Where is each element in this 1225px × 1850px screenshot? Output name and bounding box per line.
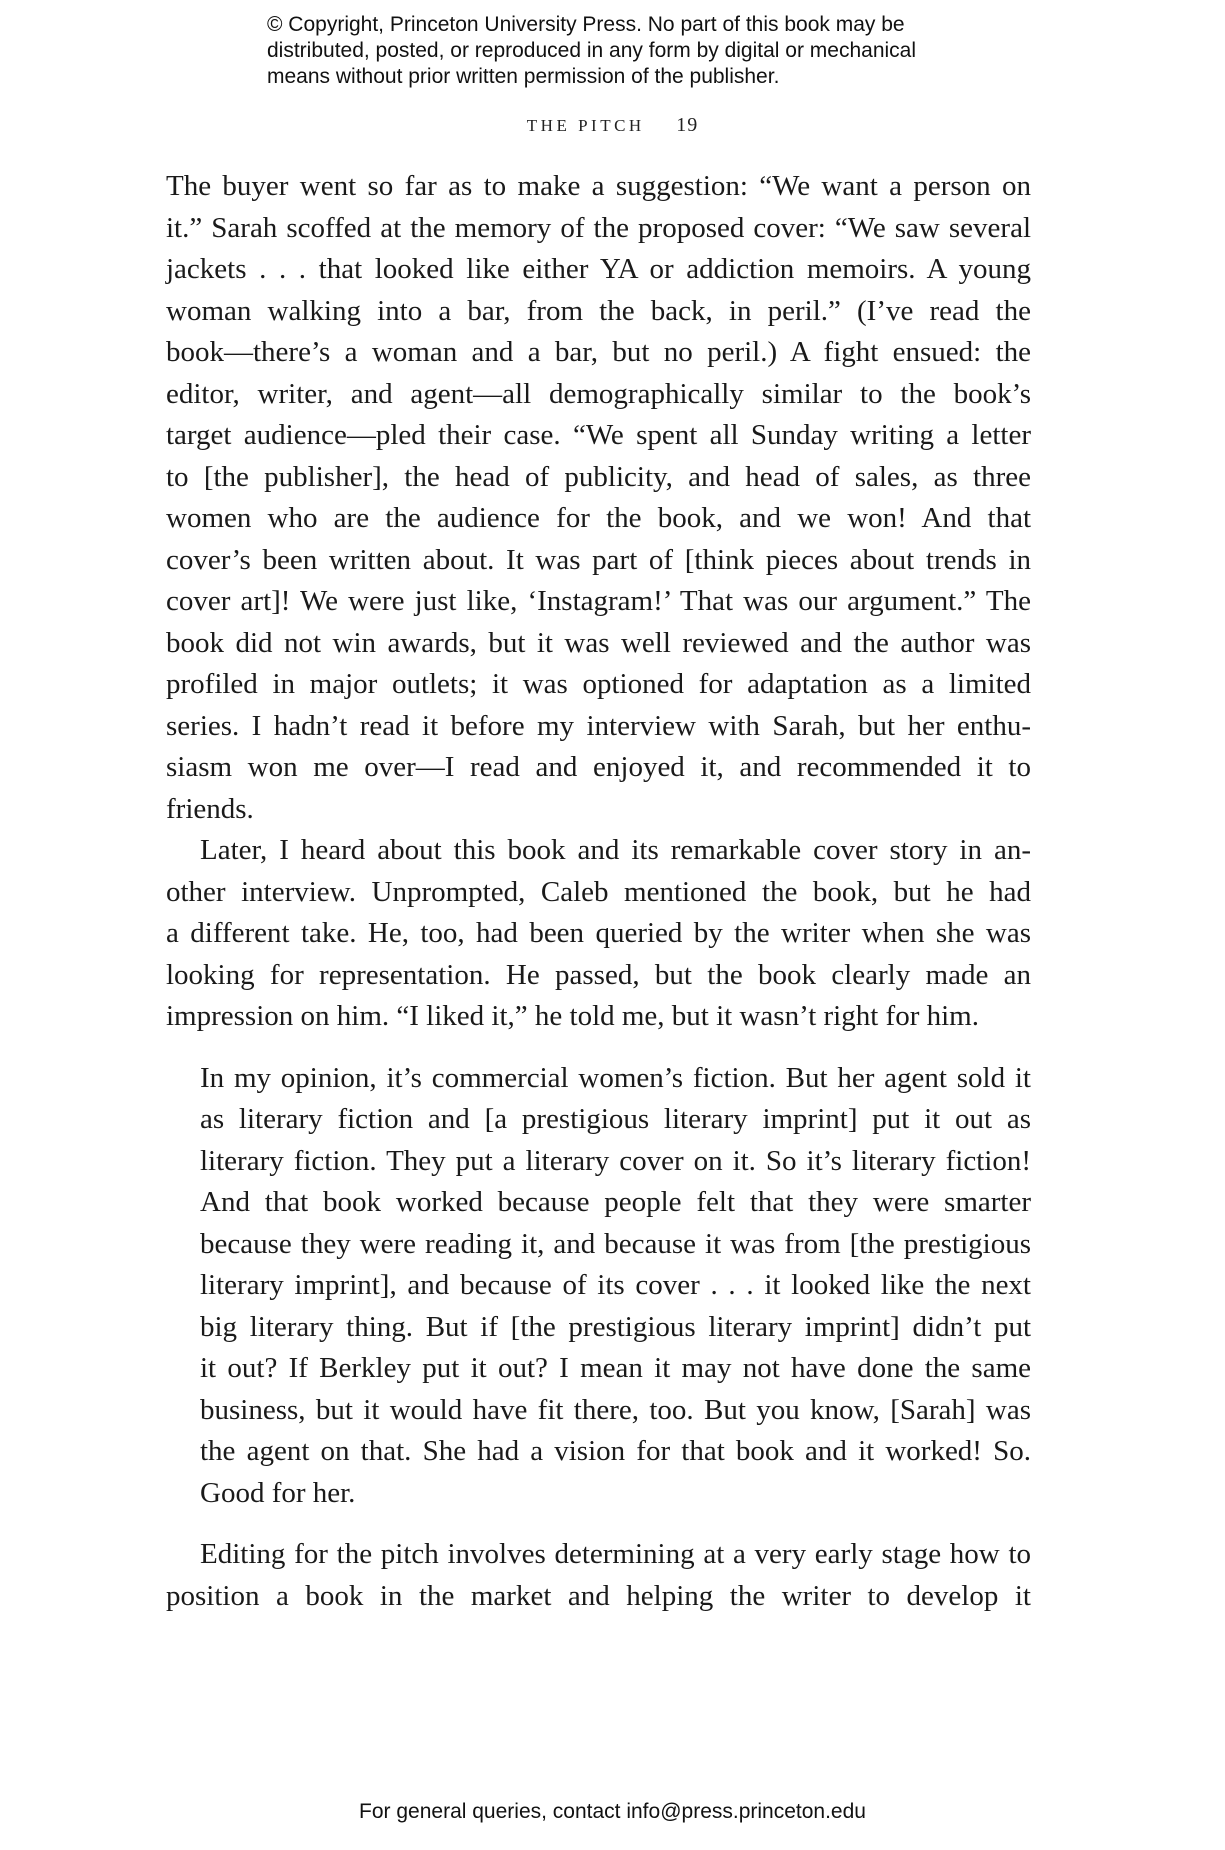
footer-contact: For general queries, contact info@press.princeton.edu (359, 1800, 866, 1823)
text-line: a different take. He, too, had been queried by the writer when she was (166, 917, 1031, 949)
paragraph (166, 166, 1031, 830)
text-line: cover’s been written about. It was part of [think pieces about trends in (166, 543, 1031, 576)
quote-line: Good for her. (200, 1476, 356, 1509)
quote-line: big literary thing. But if [the prestigious literary imprint] didn’t put (200, 1310, 1031, 1343)
text-line: friends. (166, 792, 254, 825)
text-line: series. I hadn’t read it before my interview with Sarah, but her enthu- (166, 709, 1031, 742)
quote-line: it out? If Berkley put it out? I mean it may not have done the same (200, 1352, 1031, 1384)
copyright-notice (267, 12, 1027, 90)
text-line: position a book in the market and helping the writer to develop it (166, 1579, 1031, 1612)
copyright-line: means without prior written permission of the publisher. (267, 65, 780, 88)
quote-line: And that book worked because people felt that they were smarter (200, 1186, 1031, 1218)
page-number: 19 (676, 114, 699, 136)
copyright-line: distributed, posted, or reproduced in any form by digital or mechanical (267, 39, 917, 62)
text-line: to [the publisher], the head of publicity, and head of sales, as three (166, 460, 1031, 493)
text-line: women who are the audience for the book, and we won! And that (166, 502, 1031, 534)
block-quote (166, 1058, 1031, 1515)
text-line: looking for representation. He passed, but the book clearly made an (166, 958, 1031, 991)
text-line: book—there’s a woman and a bar, but no peril.) A fight ensued: the (166, 336, 1031, 368)
quote-line: In my opinion, it’s commercial women’s fiction. But her agent sold it (200, 1061, 1031, 1094)
quote-line: the agent on that. She had a vision for that book and it worked! So. (200, 1435, 1031, 1467)
text-line: other interview. Unprompted, Caleb mentioned the book, but he had (166, 875, 1031, 908)
paragraph (166, 830, 1031, 1038)
copyright-line: © Copyright, Princeton University Press. No part of this book may be (267, 13, 905, 36)
quote-line: literary fiction. They put a literary cover on it. So it’s literary fiction! (200, 1144, 1031, 1177)
text-line: siasm won me over—I read and enjoyed it, and recommended it to (166, 751, 1031, 783)
text-line: jackets . . . that looked like either YA or addiction memoirs. A young (166, 253, 1031, 285)
text-line: Editing for the pitch involves determining at a very early stage how to (200, 1538, 1031, 1570)
text-line: it.” Sarah scoffed at the memory of the proposed cover: “We saw several (166, 211, 1031, 244)
body-text (166, 166, 1031, 1617)
text-line: profiled in major outlets; it was optioned for adaptation as a limited (166, 668, 1031, 700)
quote-line: because they were reading it, and because it was from [the prestigious (200, 1227, 1031, 1260)
text-line: woman walking into a bar, from the back, in peril.” (I’ve read the (166, 294, 1031, 327)
quote-line: literary imprint], and because of its cover . . . it looked like the next (200, 1269, 1031, 1301)
paragraph (166, 1534, 1031, 1617)
text-line: editor, writer, and agent—all demographically similar to the book’s (166, 377, 1031, 410)
text-line: Later, I heard about this book and its remarkable cover story in an- (200, 834, 1031, 866)
quote-line: as literary fiction and [a prestigious literary imprint] put it out as (200, 1103, 1031, 1135)
running-head-title: THE PITCH (526, 116, 645, 135)
text-line: book did not win awards, but it was well reviewed and the author was (166, 626, 1031, 659)
text-line: cover art]! We were just like, ‘Instagram!’ That was our argument.” The (166, 585, 1031, 617)
quote-line: business, but it would have fit there, too. But you know, [Sarah] was (200, 1393, 1031, 1426)
running-head (0, 114, 1225, 137)
text-line: impression on him. “I liked it,” he told me, but it wasn’t right for him. (166, 1000, 979, 1032)
text-line: The buyer went so far as to make a suggestion: “We want a person on (166, 170, 1031, 202)
text-line: target audience—pled their case. “We spent all Sunday writing a letter (166, 419, 1031, 451)
